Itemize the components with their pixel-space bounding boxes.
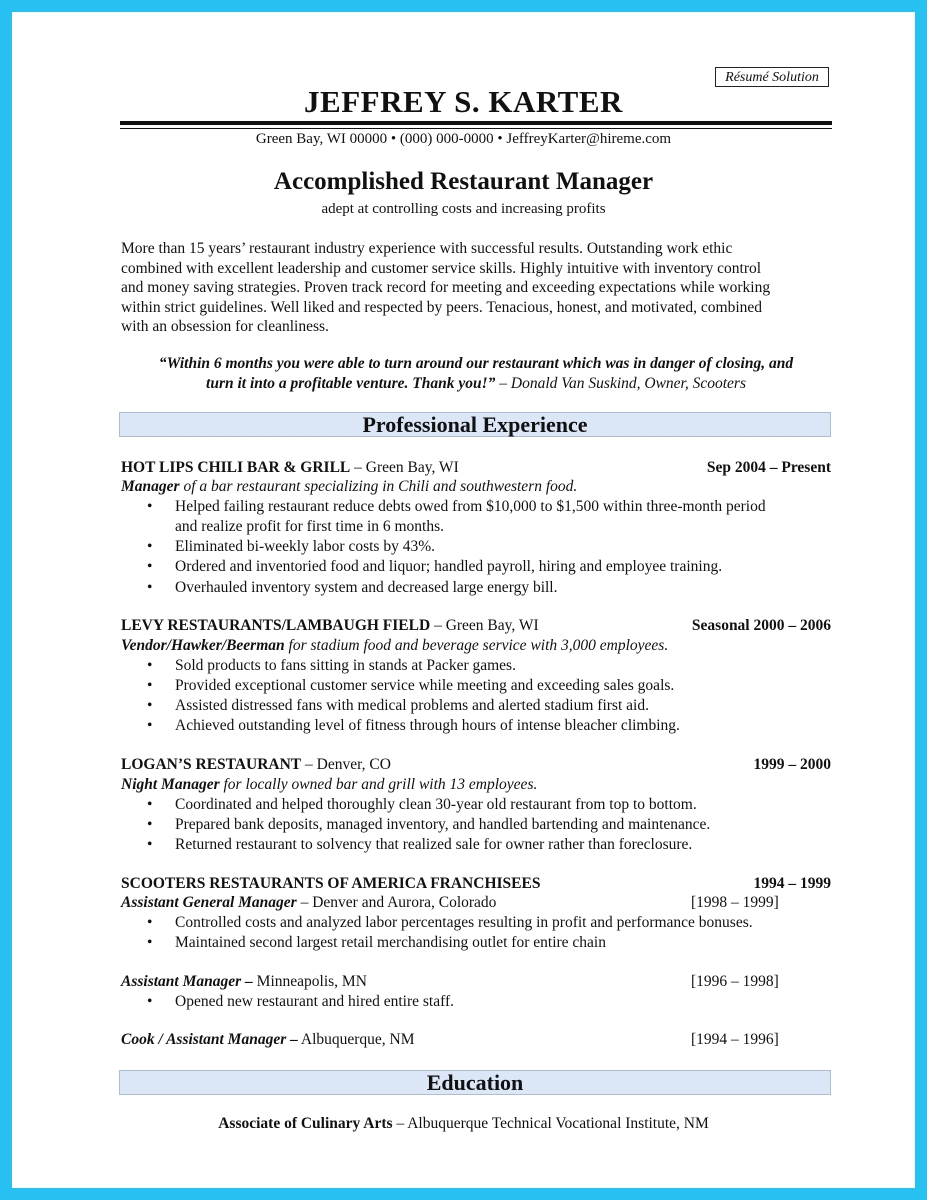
bullet-text: Sold products to fans sitting in stands at Packer games. [175,657,516,674]
position-dates: [1996 – 1998] [691,973,779,990]
bullet-text: Ordered and inventoried food and liquor; handled payroll, hiring and employee training. [175,558,723,575]
bullet-text: Eliminated bi-weekly labor costs by 43%. [175,538,435,555]
job-header [121,755,831,774]
position-title: Cook / Assistant Manager – [121,1031,298,1048]
header-rule-thick [120,121,832,125]
employer-name: LEVY RESTAURANTS/LAMBAUGH FIELD [121,617,431,634]
bullet-icon: • [147,836,153,853]
resume-solution-tag: Résumé Solution [715,67,829,87]
bullet-icon: • [147,538,153,555]
job-role [121,775,831,794]
role-description: for stadium food and beverage service with 3,000 employees. [284,637,669,654]
position-location: Minneapolis, MN [252,973,367,990]
job-role [121,636,831,655]
summary-paragraph [121,239,831,337]
job-header [121,458,831,477]
employer-name: HOT LIPS CHILI BAR & GRILL [121,459,351,476]
bullet-text: and realize profit for first time in 6 months. [175,518,445,535]
quote-line [121,374,831,394]
section-heading-education: Education [119,1070,831,1095]
bullet-icon: • [147,579,153,596]
job-location: – Green Bay, WI [430,617,539,634]
role-title: Manager [121,478,180,495]
summary-line: within strict guidelines. Well liked and respected by peers. Tenacious, honest, and motivated, combined [121,298,763,316]
bullet-text: Maintained second largest retail merchandising outlet for entire chain [175,934,606,951]
bullet-icon: • [147,914,153,931]
job-dates: 1999 – 2000 [753,756,831,773]
headline: Accomplished Restaurant Manager [273,168,654,195]
bullet-icon: • [147,796,153,813]
bullet-icon: • [147,657,153,674]
bullet-text: Assisted distressed fans with medical problems and alerted stadium first aid. [175,697,649,714]
bullet-icon: • [147,677,153,694]
bullet-text: Opened new restaurant and hired entire staff. [175,993,455,1010]
job-role [121,477,831,496]
bullet-text: Controlled costs and analyzed labor percentages resulting in profit and performance bonuses. [175,914,753,931]
bullet-text: Coordinated and helped thoroughly clean 30-year old restaurant from top to bottom. [175,796,697,813]
job-dates: 1994 – 1999 [753,875,831,892]
bullet-icon: • [147,816,153,833]
bullet-text: Achieved outstanding level of fitness through hours of intense bleacher climbing. [175,717,680,734]
bullet-text: Provided exceptional customer service while meeting and exceeding sales goals. [175,677,675,694]
position-dates: [1994 – 1996] [691,1031,779,1048]
bullet-text: Overhauled inventory system and decreased large energy bill. [175,579,558,596]
job-header [121,874,831,893]
header-rule-thin [120,128,832,129]
summary-line: combined with excellent leadership and customer service skills. Highly intuitive with inventory control [121,259,762,277]
quote-attribution: – Donald Van Suskind, Owner, Scooters [495,374,746,392]
bullet-icon: • [147,697,153,714]
school: – Albuquerque Technical Vocational Institute, NM [392,1115,709,1132]
position-header [121,1030,831,1049]
subheadline: adept at controlling costs and increasing profits [321,201,606,217]
position-header [121,972,831,991]
quote-line: “Within 6 months you were able to turn around our restaurant which was in danger of closing, and [158,355,794,372]
bullet-text: Returned restaurant to solvency that realized sale for owner rather than foreclosure. [175,836,693,853]
role-title: Vendor/Hawker/Beerman [121,637,285,654]
degree: Associate of Culinary Arts [218,1115,393,1132]
testimonial-quote [121,354,831,393]
position-title: Assistant Manager – [121,973,253,990]
bullet-icon: • [147,558,153,575]
employer-name: SCOOTERS RESTAURANTS OF AMERICA FRANCHISEES [121,875,541,892]
quote-text: turn it into a profitable venture. Thank you!” [206,374,496,392]
job-header [121,616,831,635]
position-title: Assistant General Manager [121,894,297,911]
position-location: Albuquerque, NM [297,1031,415,1048]
role-description: for locally owned bar and grill with 13 employees. [219,776,538,793]
bullet-text: Prepared bank deposits, managed inventory, and handled bartending and maintenance. [175,816,711,833]
job-dates: Seasonal 2000 – 2006 [691,617,831,634]
job-location: – Green Bay, WI [350,459,459,476]
summary-line: More than 15 years’ restaurant industry experience with successful results. Outstanding work ethic [121,240,733,257]
bullet-icon: • [147,934,153,951]
bullet-icon: • [147,993,153,1010]
position-location: – Denver and Aurora, Colorado [296,894,497,911]
bullet-icon: • [147,717,153,734]
education-entry [12,1115,915,1133]
job-dates: Sep 2004 – Present [706,459,831,476]
position-dates: [1998 – 1999] [691,894,779,911]
role-title: Night Manager [121,776,220,793]
bullet-icon: • [147,498,153,515]
contact-line: Green Bay, WI 00000 • (000) 000-0000 • JeffreyKarter@hireme.com [255,131,672,147]
candidate-name: JEFFREY S. KARTER [304,84,623,119]
employer-name: LOGAN’S RESTAURANT [121,756,302,773]
position-header [121,893,831,912]
summary-line: with an obsession for cleanliness. [121,318,329,335]
role-description: of a bar restaurant specializing in Chili and southwestern food. [179,478,578,495]
section-heading-experience: Professional Experience [119,412,831,437]
job-location: – Denver, CO [301,756,391,773]
summary-line: and money saving strategies. Proven track record for meeting and exceeding expectations while working [121,279,771,296]
bullet-text: Helped failing restaurant reduce debts owed from $10,000 to $1,500 within three-month period [175,498,766,515]
